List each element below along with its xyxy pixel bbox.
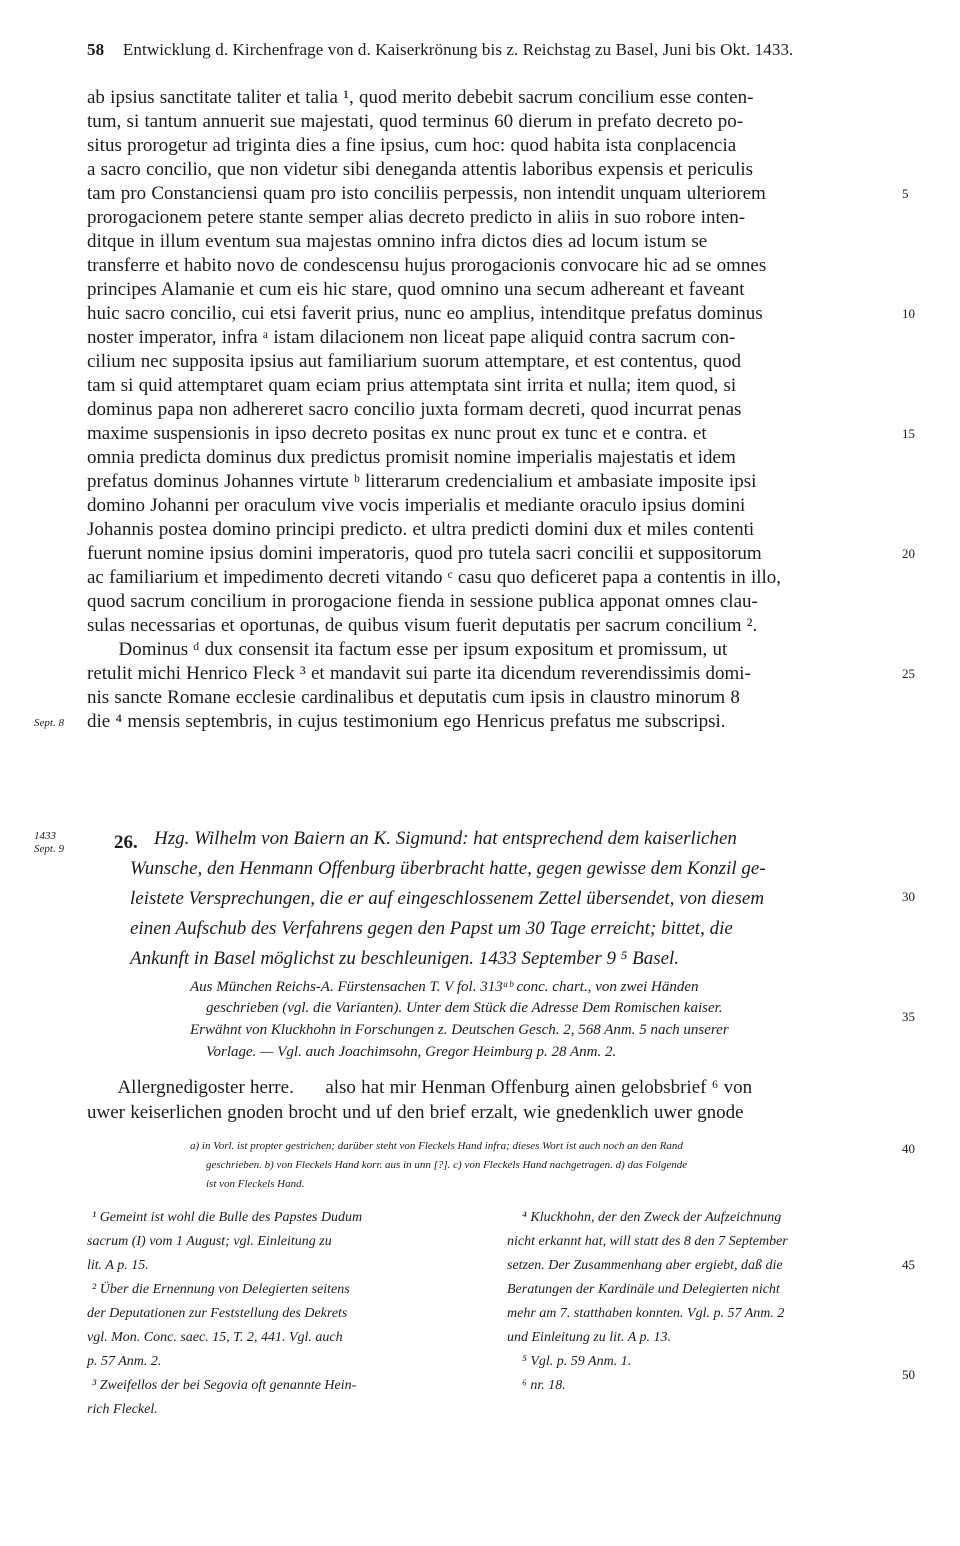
- line-number: 35: [902, 1009, 915, 1024]
- footnote-line: ⁴ Kluckhohn, der den Zweck der Aufzeichnung: [522, 1210, 782, 1225]
- line-number: 45: [902, 1257, 915, 1272]
- line-number: 25: [902, 666, 915, 681]
- body-line: a sacro concilio, que non videtur sibi deneganda attentis laboribus expensis et periculis: [87, 159, 754, 180]
- page-number: 58: [87, 40, 105, 59]
- body-line: ditque in illum eventum sua majestas omnino infra dictos dies ad locum istum se: [87, 231, 708, 252]
- body-line: principes Alamanie et cum eis hic stare, quod omnino una secum adhereant et faveant: [87, 279, 745, 300]
- footnote-line: ⁶ nr. 18.: [522, 1378, 566, 1393]
- body-line: tum, si tantum annuerit sue majestati, quod terminus 60 dierum in prefato decreto po-: [87, 111, 744, 132]
- letter-line: Allergnedigoster herre. also hat mir Henman Offenburg ainen gelobsbrief ⁶ von: [87, 1077, 753, 1098]
- body-line: Dominus ᵈ dux consensit ita factum esse per ipsum expositum et promissum, ut: [87, 639, 728, 660]
- footnote-line: ⁵ Vgl. p. 59 Anm. 1.: [522, 1354, 632, 1369]
- body-line: huic sacro concilio, cui etsi faverit prius, nunc eo amplius, intenditque prefatus dominus: [87, 303, 763, 324]
- body-line: sulas necessarias et oportunas, de quibus visum fuerit deputatis per sacrum concilium ².: [87, 615, 758, 636]
- line-number: 20: [902, 546, 915, 561]
- margin-note-year: 1433: [34, 830, 56, 842]
- body-line: Johannis postea domino principi predicto. et ultra predicti domini dux et miles contenti: [87, 519, 755, 540]
- body-line: ac familiarium et impedimento decreti vitando ᶜ casu quo deficeret papa a contentis in illo,: [87, 567, 782, 588]
- footnote-line: nicht erkannt hat, will statt des 8 den 7 September: [507, 1234, 788, 1249]
- body-line: domino Johanni per oraculum vive vocis imperialis et mediante oraculo ipsius domini: [87, 495, 746, 516]
- margin-note-date: Sept. 9: [34, 843, 64, 855]
- body-line: tam si quid attemptaret quam eciam prius attemptata sint irrita et nulla; item quod, si: [87, 375, 737, 396]
- running-header: [87, 40, 793, 60]
- regest-line: Hzg. Wilhelm von Baiern an K. Sigmund: hat entsprechend dem kaiserlichen: [154, 828, 737, 849]
- variant-line: a) in Vorl. ist propter gestrichen; darüber steht von Fleckels Hand infra; dieses Wort ist auch noch an den Rand: [190, 1140, 683, 1152]
- line-number: 5: [902, 186, 909, 201]
- body-line: prefatus dominus Johannes virtute ᵇ litterarum credencialium et ambasiate imposite ipsi: [87, 471, 757, 492]
- regest-line: leistete Versprechungen, die er auf eingeschlossenem Zettel übersendet, von diesem: [130, 888, 765, 909]
- footnote-line: ³ Zweifellos der bei Segovia oft genannte Hein-: [92, 1378, 357, 1393]
- footnote-line: mehr am 7. statthaben konnten. Vgl. p. 57 Anm. 2: [507, 1306, 785, 1321]
- body-line: transferre et habito novo de condescensu hujus prorogacionis convocare hic ad se omnes: [87, 255, 767, 276]
- body-line: omnia predicta dominus dux predictus promisit nomine imperialis majestatis et idem: [87, 447, 736, 468]
- footnote-line: Beratungen der Kardinäle und Delegierten nicht: [507, 1282, 780, 1297]
- source-line: Aus München Reichs-A. Fürstensachen T. V fol. 313ᵃᵇ conc. chart., von zwei Händen: [190, 979, 699, 995]
- footnote-line: und Einleitung zu lit. A p. 13.: [507, 1330, 671, 1345]
- body-line: retulit michi Henrico Fleck ³ et mandavit sui parte ita dicendum reverendissimis domi-: [87, 663, 751, 684]
- body-line: situs prorogetur ad triginta dies a fine ipsius, cum hoc: quod habita ista conplacencia: [87, 135, 737, 156]
- footnote-line: sacrum (I) vom 1 August; vgl. Einleitung zu: [87, 1234, 332, 1249]
- body-line: quod sacrum concilium in prorogacione fienda in sessione publica apponat omnes clau-: [87, 591, 758, 612]
- regest-line: Wunsche, den Henmann Offenburg überbracht hatte, gegen gewisse dem Konzil ge-: [130, 858, 766, 879]
- source-line: Vorlage. — Vgl. auch Joachimsohn, Gregor Heimburg p. 28 Anm. 2.: [206, 1044, 617, 1060]
- line-number: 50: [902, 1367, 915, 1382]
- body-line: maxime suspensionis in ipso decreto positas ex nunc prout ex tunc et e contra. et: [87, 423, 707, 444]
- running-title: Entwicklung d. Kirchenfrage von d. Kaiserkrönung bis z. Reichstag zu Basel, Juni bis Okt. 1433.: [122, 40, 794, 59]
- line-number: 30: [902, 889, 915, 904]
- body-line: nis sancte Romane ecclesie cardinalibus et deputatis cum ipsis in claustro minorum 8: [87, 687, 740, 708]
- footnote-line: setzen. Der Zusammenhang aber ergiebt, daß die: [507, 1258, 783, 1273]
- body-line: tam pro Constanciensi quam pro isto conciliis perpessis, non intendit unquam ulteriorem: [87, 183, 766, 204]
- footnote-line: p. 57 Anm. 2.: [87, 1354, 162, 1369]
- footnote-line: ² Über die Ernennung von Delegierten seitens: [92, 1282, 350, 1297]
- source-line: Erwähnt von Kluckhohn in Forschungen z. Deutschen Gesch. 2, 568 Anm. 5 nach unserer: [190, 1022, 729, 1038]
- source-line: geschrieben (vgl. die Varianten). Unter dem Stück die Adresse Dem Romischen kaiser.: [206, 1000, 723, 1016]
- line-number: 10: [902, 306, 915, 321]
- footnote-line: der Deputationen zur Feststellung des Dekrets: [87, 1306, 348, 1321]
- body-line: noster imperator, infra ᵃ istam dilacionem non liceat pape aliquid contra sacrum con-: [87, 327, 736, 348]
- document-number: 26.: [114, 832, 138, 853]
- body-line: fuerunt nomine ipsius domini imperatoris, quod pro tutela sacri concilii et suppositorum: [87, 543, 762, 564]
- line-number: 15: [902, 426, 915, 441]
- body-line: cilium nec supposita ipsius aut familiarium suorum attemptare, et est contentus, quod: [87, 351, 742, 372]
- letter-line: uwer keiserlichen gnoden brocht und uf den brief erzalt, wie gnedenklich uwer gnode: [87, 1102, 744, 1123]
- regest-line: einen Aufschub des Verfahrens gegen den Papst um 30 Tage erreicht; bittet, die: [130, 918, 733, 939]
- line-number: 40: [902, 1141, 915, 1156]
- margin-note-date: Sept. 8: [34, 717, 64, 729]
- footnote-line: vgl. Mon. Conc. saec. 15, T. 2, 441. Vgl. auch: [87, 1330, 343, 1345]
- body-line: prorogacionem petere stante semper alias decreto predicto in aliis in suo robore inten-: [87, 207, 746, 228]
- body-line: dominus papa non adhereret sacro concilio juxta formam decreti, quod incurrat penas: [87, 399, 742, 420]
- footnote-line: lit. A p. 15.: [87, 1258, 149, 1273]
- footnote-line: rich Fleckel.: [87, 1402, 158, 1417]
- footnote-line: ¹ Gemeint ist wohl die Bulle des Papstes Dudum: [92, 1210, 363, 1225]
- variant-line: ist von Fleckels Hand.: [206, 1178, 305, 1190]
- body-line: ab ipsius sanctitate taliter et talia ¹, quod merito debebit sacrum concilium esse conten-: [87, 87, 754, 108]
- variant-line: geschrieben. b) von Fleckels Hand korr. aus in unn [?]. c) von Fleckels Hand nachgetragen. d) das Folgende: [206, 1159, 688, 1171]
- body-line: die ⁴ mensis septembris, in cujus testimonium ego Henricus prefatus me subscripsi.: [87, 711, 726, 732]
- regest-line: Ankunft in Basel möglichst zu beschleunigen. 1433 September 9 ⁵ Basel.: [130, 948, 680, 969]
